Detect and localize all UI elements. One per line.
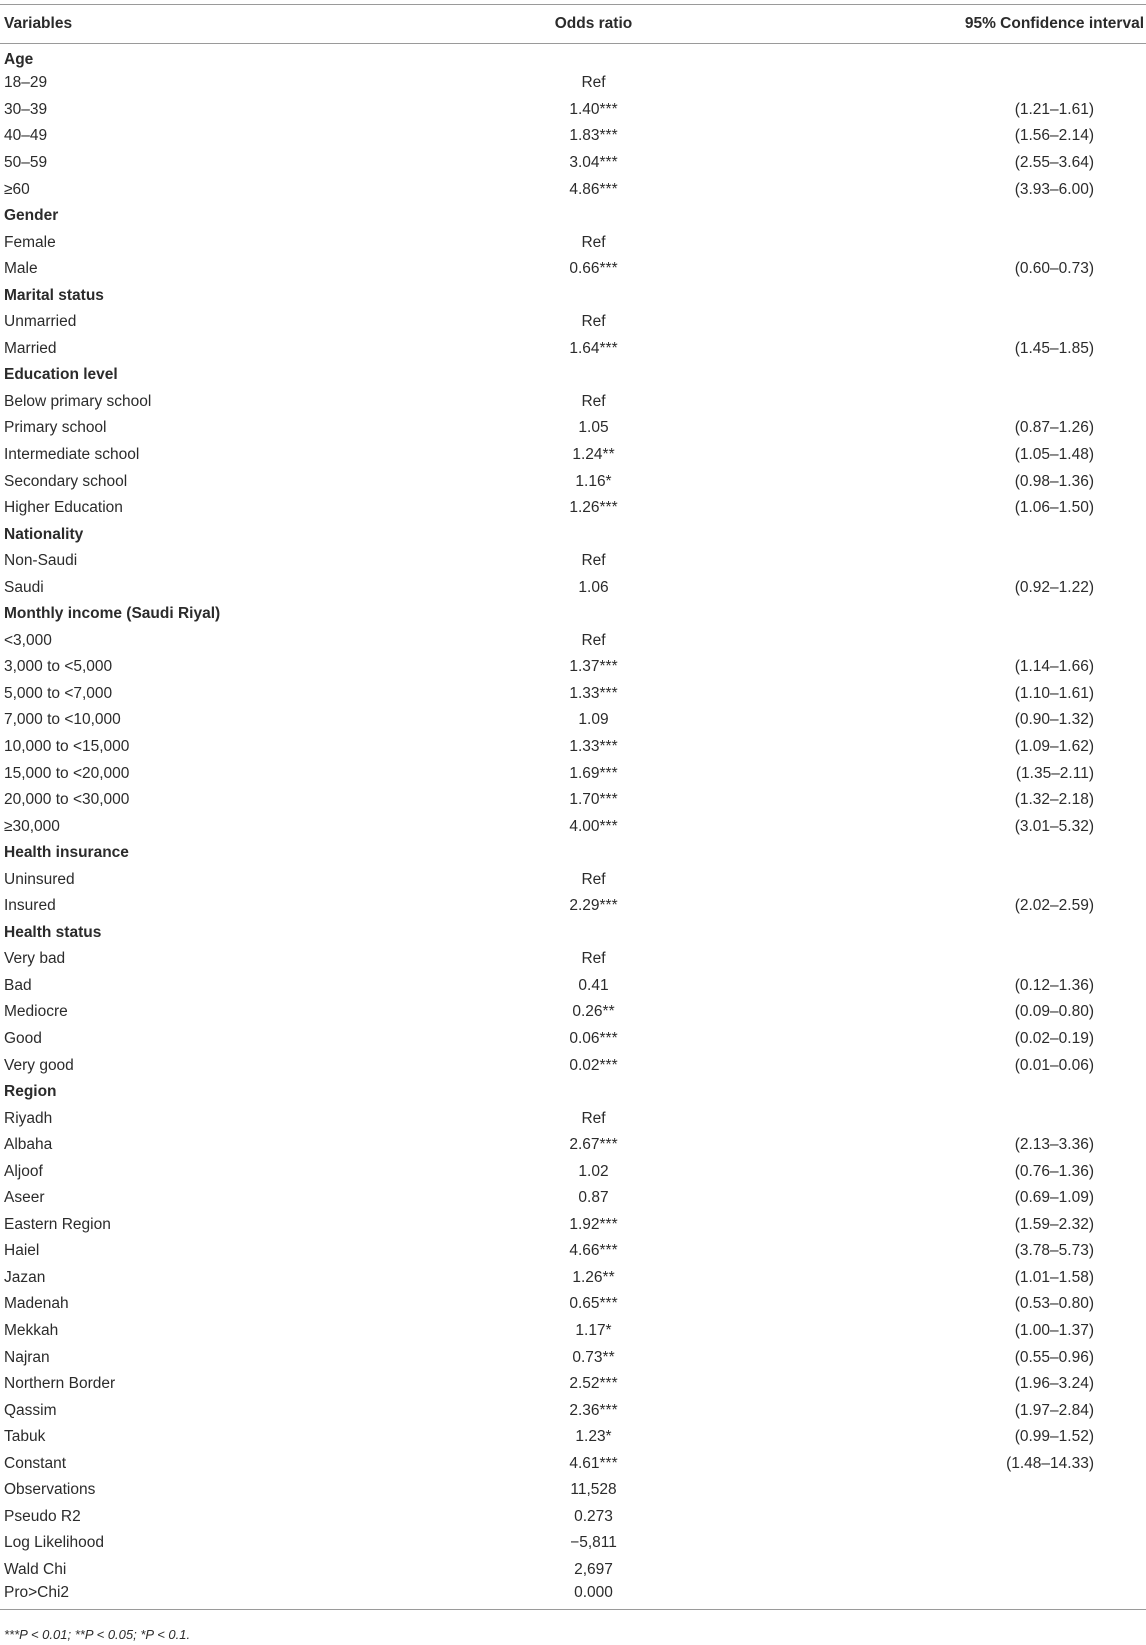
confidence-interval-cell — [747, 866, 1146, 893]
odds-ratio-cell: Ref — [581, 392, 606, 410]
variable-cell: <3,000 — [4, 631, 52, 649]
odds-ratio-cell — [440, 44, 747, 71]
table-row — [0, 893, 1146, 920]
odds-ratio-cell: 0.02*** — [569, 1056, 618, 1074]
table-row — [0, 787, 1146, 814]
table-row — [0, 628, 1146, 655]
odds-ratio-cell: 1.17* — [575, 1322, 612, 1340]
odds-ratio-cell: 4.00*** — [569, 817, 618, 835]
variable-cell: Good — [4, 1030, 42, 1047]
confidence-interval-cell: (1.56–2.14) — [1014, 127, 1094, 145]
variable-cell: Pro>Chi2 — [0, 1583, 440, 1610]
confidence-interval-cell — [747, 946, 1146, 973]
odds-ratio-cell: Ref — [581, 631, 606, 649]
odds-ratio-cell: 1.09 — [578, 711, 609, 729]
odds-ratio-cell: 0.41 — [578, 976, 609, 994]
odds-ratio-cell: Ref — [581, 950, 606, 968]
confidence-interval-cell: (0.09–0.80) — [1014, 1003, 1094, 1021]
odds-ratio-cell: 1.37*** — [569, 658, 618, 676]
odds-ratio-cell: Ref — [581, 74, 606, 92]
table-row — [0, 813, 1146, 840]
variable-cell: Married — [4, 339, 57, 357]
confidence-interval-cell: (1.06–1.50) — [1014, 499, 1094, 517]
confidence-interval-cell — [747, 229, 1146, 256]
table-row — [0, 574, 1146, 601]
table-row — [0, 150, 1146, 177]
odds-ratio-cell: 1.06 — [578, 578, 609, 596]
variable-cell: Very bad — [4, 950, 66, 968]
odds-ratio-cell: 1.70*** — [569, 791, 618, 809]
table-row — [0, 97, 1146, 124]
table-row — [0, 548, 1146, 575]
variable-cell: Very good — [4, 1056, 74, 1074]
variable-cell: ≥60 — [4, 180, 30, 198]
table-row — [0, 176, 1146, 203]
odds-ratio-cell: 1.26** — [572, 1268, 615, 1286]
table-row — [0, 1530, 1146, 1557]
confidence-interval-cell: (0.60–0.73) — [1014, 260, 1094, 278]
header-confidence-interval: 95% Confidence interval — [747, 5, 1146, 44]
confidence-interval-cell — [747, 1504, 1146, 1531]
table-row — [0, 1557, 1146, 1584]
variable-cell: Northern Border — [4, 1375, 116, 1393]
confidence-interval-cell: (1.32–2.18) — [1014, 791, 1094, 809]
variable-cell: Mekkah — [4, 1322, 59, 1340]
odds-ratio-cell — [440, 521, 747, 548]
odds-ratio-cell: 1.83*** — [569, 127, 618, 145]
variable-cell: 5,000 to <7,000 — [4, 684, 113, 702]
table-row — [0, 681, 1146, 708]
variable-cell: Albaha — [4, 1136, 53, 1154]
confidence-interval-cell — [747, 282, 1146, 309]
variable-cell: Unmarried — [4, 313, 77, 331]
variable-cell: Constant — [4, 1454, 67, 1472]
confidence-interval-cell: (1.10–1.61) — [1014, 684, 1094, 702]
confidence-interval-cell — [747, 1079, 1146, 1106]
table-row — [0, 229, 1146, 256]
table-row — [0, 309, 1146, 336]
odds-ratio-cell: 2.67*** — [569, 1136, 618, 1154]
variable-cell: Najran — [4, 1348, 50, 1366]
confidence-interval-cell — [747, 601, 1146, 628]
table-row — [0, 123, 1146, 150]
variable-cell: Insured — [4, 897, 56, 915]
confidence-interval-cell: (1.48–14.33) — [1006, 1454, 1094, 1472]
table-row — [0, 973, 1146, 1000]
confidence-interval-cell: (1.21–1.61) — [1014, 100, 1094, 118]
table-row — [0, 1424, 1146, 1451]
confidence-interval-cell: (0.01–0.06) — [1014, 1056, 1094, 1074]
confidence-interval-cell: (2.55–3.64) — [1014, 153, 1094, 171]
variable-cell: Tabuk — [4, 1428, 46, 1446]
odds-ratio-cell — [440, 601, 747, 628]
table-row — [0, 1026, 1146, 1053]
variable-cell: Log Likelihood — [4, 1534, 104, 1552]
footnote: ***P < 0.01; **P < 0.05; *P < 0.1. — [4, 1627, 191, 1642]
variable-cell: Wald Chi — [4, 1560, 67, 1578]
variable-cell: Secondary school — [4, 472, 128, 490]
odds-ratio-cell: 1.92*** — [569, 1215, 618, 1233]
section-header-row — [0, 840, 1146, 867]
confidence-interval-cell: (1.09–1.62) — [1014, 737, 1094, 755]
table-header — [0, 5, 1146, 44]
variable-cell: 18–29 — [4, 74, 48, 92]
confidence-interval-cell — [747, 1557, 1146, 1584]
variable-cell: 50–59 — [4, 153, 48, 171]
table-row — [0, 1450, 1146, 1477]
confidence-interval-cell — [747, 840, 1146, 867]
table-row — [0, 1212, 1146, 1239]
table-row — [0, 946, 1146, 973]
table-row — [0, 415, 1146, 442]
confidence-interval-cell — [747, 628, 1146, 655]
odds-ratio-cell: 0.66*** — [569, 260, 618, 278]
table-row — [0, 866, 1146, 893]
section-label: Marital status — [4, 286, 104, 304]
header-variables: Variables — [0, 5, 440, 44]
odds-ratio-cell: 2.29*** — [569, 897, 618, 915]
odds-ratio-cell: 1.64*** — [569, 339, 618, 357]
table-row — [0, 760, 1146, 787]
confidence-interval-cell — [747, 1477, 1146, 1504]
table-row — [0, 1583, 1146, 1610]
confidence-interval-cell: (0.90–1.32) — [1014, 711, 1094, 729]
table-row — [0, 1238, 1146, 1265]
section-header-row — [0, 362, 1146, 389]
odds-ratio-cell: 11,528 — [570, 1481, 617, 1499]
odds-ratio-cell: 0.273 — [574, 1507, 613, 1525]
confidence-interval-cell: (0.12–1.36) — [1014, 976, 1094, 994]
section-header-row — [0, 282, 1146, 309]
variable-cell: Riyadh — [4, 1109, 53, 1127]
table-row — [0, 1477, 1146, 1504]
odds-ratio-cell: 4.66*** — [569, 1242, 618, 1260]
section-header-row — [0, 601, 1146, 628]
odds-ratio-cell: 0.06*** — [569, 1030, 618, 1047]
confidence-interval-cell: (0.69–1.09) — [1014, 1189, 1094, 1207]
confidence-interval-cell: (1.97–2.84) — [1014, 1401, 1094, 1419]
confidence-interval-cell — [747, 1530, 1146, 1557]
table-row — [0, 999, 1146, 1026]
variable-cell: 40–49 — [4, 127, 48, 145]
variable-cell: Observations — [4, 1481, 96, 1499]
confidence-interval-cell — [747, 548, 1146, 575]
variable-cell: Below primary school — [4, 392, 152, 410]
section-label: Education level — [4, 366, 118, 384]
table-body — [0, 44, 1146, 1610]
section-label: Health status — [4, 923, 102, 941]
odds-ratio-cell: 3.04*** — [569, 153, 618, 171]
table-row — [0, 70, 1146, 97]
table-row — [0, 654, 1146, 681]
odds-ratio-cell: 0.65*** — [569, 1295, 618, 1313]
table-row — [0, 1105, 1146, 1132]
confidence-interval-cell — [747, 389, 1146, 416]
variable-cell: Qassim — [4, 1401, 57, 1419]
odds-ratio-cell: Ref — [581, 870, 606, 888]
table-row — [0, 1291, 1146, 1318]
variable-cell: ≥30,000 — [4, 817, 60, 835]
table-row — [0, 1158, 1146, 1185]
table-row — [0, 1132, 1146, 1159]
table-row — [0, 734, 1146, 761]
variable-cell: Aljoof — [4, 1162, 43, 1180]
confidence-interval-cell — [747, 920, 1146, 947]
table-row — [0, 1344, 1146, 1371]
table-row — [0, 1397, 1146, 1424]
variable-cell: Pseudo R2 — [4, 1507, 81, 1525]
table-row — [0, 256, 1146, 283]
section-header-row — [0, 920, 1146, 947]
confidence-interval-cell: (0.92–1.22) — [1014, 578, 1094, 596]
confidence-interval-cell: (1.14–1.66) — [1014, 658, 1094, 676]
confidence-interval-cell: (1.05–1.48) — [1014, 445, 1094, 463]
variable-cell: Saudi — [4, 578, 44, 596]
confidence-interval-cell — [747, 1583, 1146, 1610]
odds-ratio-cell — [440, 203, 747, 230]
table-row — [0, 1318, 1146, 1345]
section-label: Region — [4, 1083, 57, 1101]
confidence-interval-cell: (3.93–6.00) — [1014, 180, 1094, 198]
confidence-interval-cell: (0.55–0.96) — [1014, 1348, 1094, 1366]
odds-ratio-cell — [440, 362, 747, 389]
table-row — [0, 1504, 1146, 1531]
confidence-interval-cell: (3.01–5.32) — [1014, 817, 1094, 835]
odds-ratio-cell: 0.26** — [572, 1003, 615, 1021]
variable-cell: Non-Saudi — [4, 552, 78, 570]
odds-ratio-cell: Ref — [581, 233, 606, 251]
variable-cell: 7,000 to <10,000 — [4, 711, 121, 729]
variable-cell: Eastern Region — [4, 1215, 111, 1233]
confidence-interval-cell: (1.96–3.24) — [1014, 1375, 1094, 1393]
variable-cell: Madenah — [4, 1295, 69, 1313]
odds-ratio-cell: 0.73** — [572, 1348, 615, 1366]
odds-ratio-cell: 1.02 — [578, 1162, 609, 1180]
table-row — [0, 1052, 1146, 1079]
odds-ratio-cell: 2.36*** — [569, 1401, 618, 1419]
confidence-interval-cell: (1.01–1.58) — [1014, 1268, 1094, 1286]
confidence-interval-cell: (2.13–3.36) — [1014, 1136, 1094, 1154]
odds-ratio-cell: 1.24** — [572, 445, 615, 463]
variable-cell: Jazan — [4, 1268, 46, 1286]
variable-cell: 30–39 — [4, 100, 48, 118]
table-row — [0, 1185, 1146, 1212]
section-label: Nationality — [4, 525, 84, 543]
odds-ratio-cell: Ref — [581, 552, 606, 570]
odds-ratio-cell: −5,811 — [570, 1534, 617, 1552]
confidence-interval-cell: (0.87–1.26) — [1014, 419, 1094, 437]
odds-ratio-cell: 0.87 — [578, 1189, 609, 1207]
confidence-interval-cell — [747, 70, 1146, 97]
variable-cell: Higher Education — [4, 499, 123, 517]
odds-ratio-cell — [440, 282, 747, 309]
table-row — [0, 468, 1146, 495]
table-row — [0, 1371, 1146, 1398]
variable-cell: Female — [4, 233, 56, 251]
confidence-interval-cell: (0.76–1.36) — [1014, 1162, 1094, 1180]
variable-cell: Primary school — [4, 419, 107, 437]
confidence-interval-cell: (0.98–1.36) — [1014, 472, 1094, 490]
confidence-interval-cell: (2.02–2.59) — [1014, 897, 1094, 915]
section-header-row — [0, 521, 1146, 548]
odds-ratio-cell: 1.40*** — [569, 100, 618, 118]
section-header-row — [0, 1079, 1146, 1106]
odds-ratio-cell: 2.52*** — [569, 1375, 618, 1393]
section-label: Age — [4, 51, 34, 69]
variable-cell: Intermediate school — [4, 445, 140, 463]
confidence-interval-cell: (1.59–2.32) — [1014, 1215, 1094, 1233]
section-label: Health insurance — [4, 844, 129, 862]
odds-ratio-cell: 1.69*** — [569, 764, 618, 782]
odds-ratio-cell: Ref — [581, 313, 606, 331]
results-table — [0, 4, 1146, 1610]
variable-cell: 15,000 to <20,000 — [4, 764, 130, 782]
odds-ratio-cell: 1.26*** — [569, 499, 618, 517]
odds-ratio-cell — [440, 1079, 747, 1106]
variable-cell: 20,000 to <30,000 — [4, 791, 130, 809]
section-label: Monthly income (Saudi Riyal) — [4, 605, 221, 623]
confidence-interval-cell — [747, 362, 1146, 389]
odds-ratio-cell: Ref — [581, 1109, 606, 1127]
variable-cell: 10,000 to <15,000 — [4, 737, 130, 755]
variable-cell: Aseer — [4, 1189, 45, 1207]
table-row — [0, 707, 1146, 734]
confidence-interval-cell: (3.78–5.73) — [1014, 1242, 1094, 1260]
odds-ratio-cell: 4.86*** — [569, 180, 618, 198]
table-row — [0, 389, 1146, 416]
odds-ratio-cell: 4.61*** — [569, 1454, 618, 1472]
odds-ratio-cell: 2,697 — [574, 1560, 613, 1578]
table-row — [0, 442, 1146, 469]
confidence-interval-cell: (0.02–0.19) — [1014, 1030, 1094, 1047]
odds-ratio-cell — [440, 840, 747, 867]
confidence-interval-cell: (1.45–1.85) — [1014, 339, 1094, 357]
variable-cell: Male — [4, 260, 38, 278]
confidence-interval-cell — [747, 1105, 1146, 1132]
confidence-interval-cell: (0.99–1.52) — [1014, 1428, 1094, 1446]
odds-ratio-cell: 0.000 — [440, 1583, 747, 1610]
confidence-interval-cell: (1.00–1.37) — [1014, 1322, 1094, 1340]
odds-ratio-cell: 1.16* — [575, 472, 612, 490]
variable-cell: Mediocre — [4, 1003, 68, 1021]
variable-cell: 3,000 to <5,000 — [4, 658, 113, 676]
confidence-interval-cell — [747, 309, 1146, 336]
odds-ratio-cell: 1.05 — [578, 419, 609, 437]
variable-cell: Uninsured — [4, 870, 75, 888]
variable-cell: Haiel — [4, 1242, 40, 1260]
table-row — [0, 336, 1146, 363]
confidence-interval-cell — [747, 203, 1146, 230]
section-header-row — [0, 203, 1146, 230]
confidence-interval-cell — [747, 521, 1146, 548]
section-header-row — [0, 44, 1146, 71]
confidence-interval-cell: (0.53–0.80) — [1014, 1295, 1094, 1313]
odds-ratio-cell — [440, 920, 747, 947]
confidence-interval-cell: (1.35–2.11) — [1015, 764, 1094, 782]
section-label: Gender — [4, 207, 59, 225]
odds-ratio-cell: 1.33*** — [569, 684, 618, 702]
table-row — [0, 495, 1146, 522]
confidence-interval-cell — [747, 44, 1146, 71]
odds-ratio-cell: 1.23* — [575, 1428, 612, 1446]
variable-cell: Bad — [4, 976, 32, 994]
odds-ratio-cell: 1.33*** — [569, 737, 618, 755]
header-odds-ratio: Odds ratio — [440, 5, 747, 44]
table-row — [0, 1265, 1146, 1292]
